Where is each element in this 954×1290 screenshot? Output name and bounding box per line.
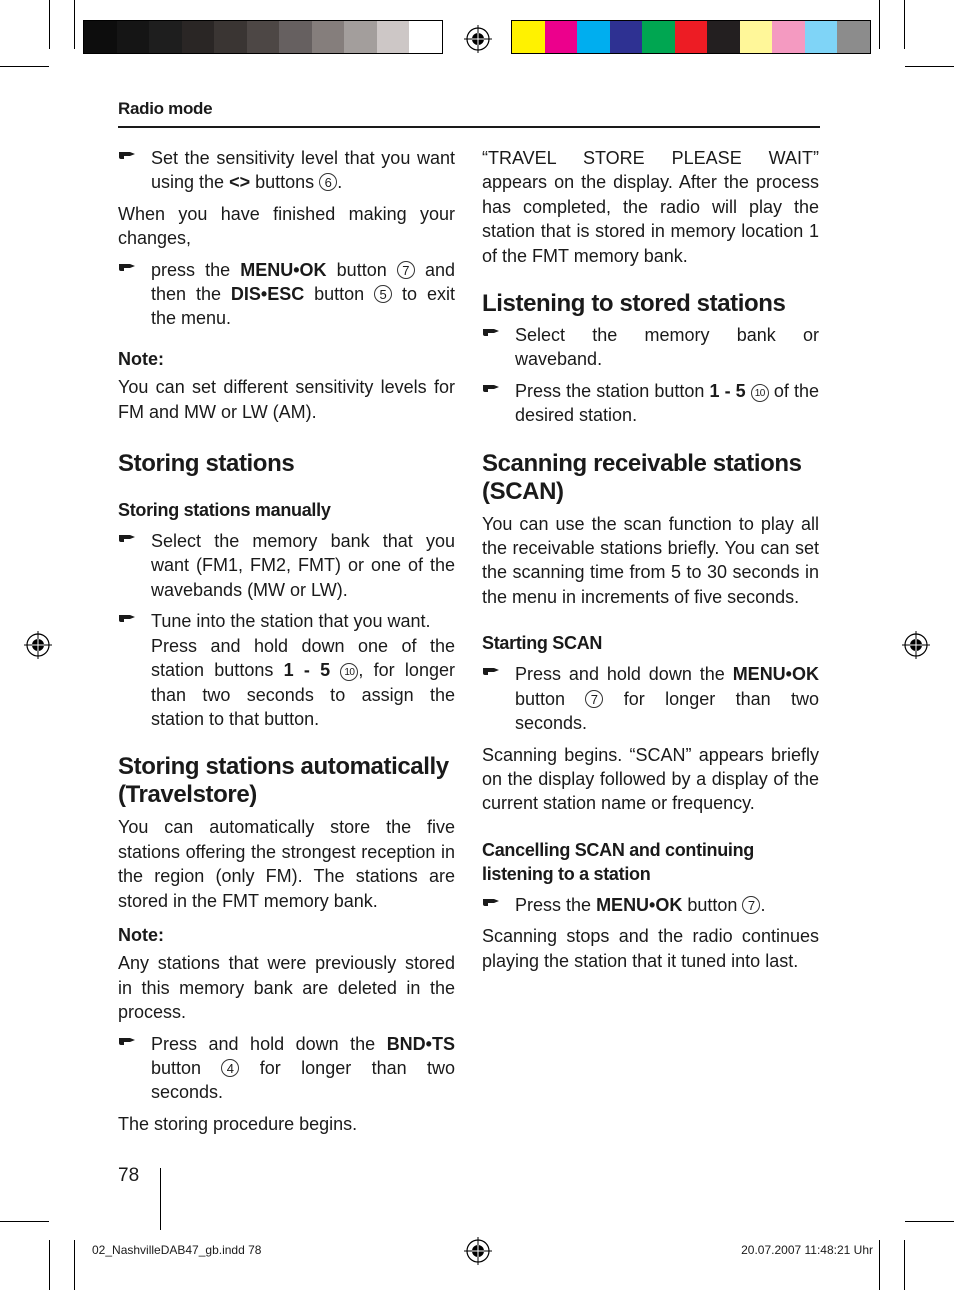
bullet-press-station: Press the station button 1 - 5 10 of the desired station. xyxy=(482,379,819,428)
gray-swatch-4 xyxy=(182,21,215,53)
arrow-buttons-label: <> xyxy=(229,172,251,193)
bullet-exit-menu: press the MENU•OK button 7 and then the DIS•ESC button 5 to exit the menu. xyxy=(118,258,455,331)
registration-mark-icon xyxy=(24,631,52,659)
paragraph: “TRAVEL STORE PLEASE WAIT” appears on the display. After the process has completed, the radio will play the station that is stored in memory location 1 of the FMT memory bank. xyxy=(482,148,819,266)
callout-number: 7 xyxy=(585,690,603,708)
registration-mark-icon xyxy=(902,631,930,659)
registration-mark-icon xyxy=(464,1237,492,1265)
heading-travelstore: Storing stations automatically (Travelstore) xyxy=(118,753,449,809)
bullet-hold-bnd-ts: Press and hold down the BND•TS button 4 for longer than two seconds. xyxy=(118,1032,455,1105)
subheading-manual: Storing stations manually xyxy=(118,500,331,521)
callout-number: 5 xyxy=(374,285,392,303)
callout-number: 7 xyxy=(742,896,760,914)
color-swatch-4 xyxy=(610,21,643,53)
note-text: You can set different sensitivity levels for FM and MW or LW (AM). xyxy=(118,377,455,422)
paragraph: Scanning begins. “SCAN” appears briefly on the display followed by a display of the current station name or frequency. xyxy=(482,744,819,814)
color-swatch-10 xyxy=(805,21,838,53)
gray-swatch-3 xyxy=(149,21,182,53)
color-swatch-5 xyxy=(642,21,675,53)
heading-storing-stations: Storing stations xyxy=(118,450,295,478)
gray-swatch-9 xyxy=(344,21,377,53)
paragraph: You can automatically store the five stations offering the strongest reception in the region (only FM). The stations are stored in the FMT memory bank. xyxy=(118,817,455,911)
running-header xyxy=(118,99,820,128)
color-swatch-8 xyxy=(740,21,773,53)
heading-listening: Listening to stored stations xyxy=(482,290,786,318)
footer-filename: 02_NashvilleDAB47_gb.indd 78 xyxy=(92,1243,262,1257)
gray-swatch-7 xyxy=(279,21,312,53)
bullet-press-menu-ok: Press the MENU•OK button 7 . xyxy=(482,893,819,917)
callout-number: 10 xyxy=(751,384,769,402)
header-rule xyxy=(118,126,820,128)
gray-swatch-8 xyxy=(312,21,345,53)
color-swatch-1 xyxy=(512,21,545,53)
gray-swatch-5 xyxy=(214,21,247,53)
bullet-select-bank: Select the memory bank or waveband. xyxy=(482,323,819,372)
pointing-hand-icon xyxy=(118,148,138,162)
note-label: Note: xyxy=(118,348,164,369)
note-text: Any stations that were previously stored in this memory bank are deleted in the process. xyxy=(118,953,455,1023)
paragraph: You can use the scan function to play all the receivable stations briefly. You can set the scanning time from 5 to 30 seconds in the menu in increments of five seconds. xyxy=(482,513,819,607)
bullet-tune-station: Tune into the station that you want. Press and hold down one of the station buttons 1 - 5 10 , for longer than two seconds to assign the station to that button. xyxy=(118,609,455,731)
page-number: 78 xyxy=(118,1165,140,1186)
page-number-divider xyxy=(160,1168,161,1230)
color-calibration-bar xyxy=(511,20,871,54)
pointing-hand-icon xyxy=(118,1034,138,1048)
paragraph: Scanning stops and the radio continues playing the station that it tuned into last. xyxy=(482,926,819,971)
pointing-hand-icon xyxy=(118,531,138,545)
note-label: Note: xyxy=(118,924,164,945)
color-swatch-11 xyxy=(837,21,870,53)
callout-number: 4 xyxy=(221,1059,239,1077)
pointing-hand-icon xyxy=(118,611,138,625)
grayscale-calibration-bar xyxy=(83,20,443,54)
subheading-starting-scan: Starting SCAN xyxy=(482,633,603,654)
subheading-cancelling-scan: Cancelling SCAN and continuing listening to a station xyxy=(482,839,755,884)
right-column xyxy=(482,146,819,973)
pointing-hand-icon xyxy=(482,381,502,395)
pointing-hand-icon xyxy=(482,895,502,909)
pointing-hand-icon xyxy=(482,664,502,678)
gray-swatch-1 xyxy=(84,21,117,53)
color-swatch-7 xyxy=(707,21,740,53)
bullet-select-bank: Select the memory bank that you want (FM1, FM2, FMT) or one of the wavebands (MW or LW). xyxy=(118,529,455,602)
bullet-sensitivity: Set the sensitivity level that you want using the <> buttons 6 . xyxy=(118,146,455,195)
footer-timestamp: 20.07.2007 11:48:21 Uhr xyxy=(741,1243,873,1257)
callout-number: 7 xyxy=(397,261,415,279)
callout-number: 10 xyxy=(340,663,358,681)
pointing-hand-icon xyxy=(482,325,502,339)
color-swatch-9 xyxy=(772,21,805,53)
section-title: Radio mode xyxy=(118,99,213,118)
color-swatch-2 xyxy=(545,21,578,53)
bullet-hold-menu-ok: Press and hold down the MENU•OK button 7 for longer than two seconds. xyxy=(482,662,819,735)
paragraph: When you have finished making your changes, xyxy=(118,203,455,249)
color-swatch-6 xyxy=(675,21,708,53)
heading-scanning: Scanning receivable stations (SCAN) xyxy=(482,449,802,505)
left-column xyxy=(118,146,455,1136)
gray-swatch-6 xyxy=(247,21,280,53)
color-swatch-3 xyxy=(577,21,610,53)
gray-swatch-11 xyxy=(409,21,442,53)
gray-swatch-10 xyxy=(377,21,410,53)
pointing-hand-icon xyxy=(118,260,138,274)
paragraph: The storing procedure begins. xyxy=(118,1113,358,1134)
registration-mark-icon xyxy=(464,25,492,53)
gray-swatch-2 xyxy=(117,21,150,53)
callout-number: 6 xyxy=(319,173,337,191)
